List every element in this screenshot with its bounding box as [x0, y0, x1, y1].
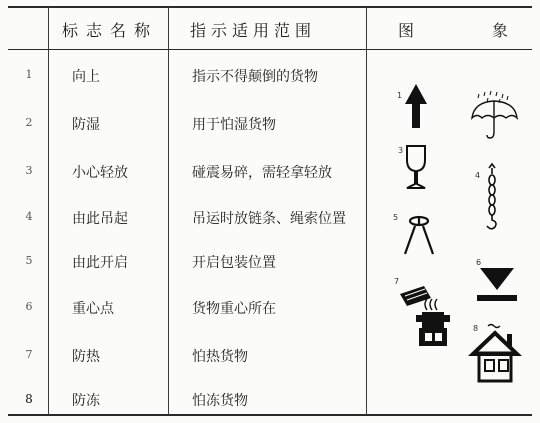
up-arrow-icon — [397, 84, 427, 128]
row-number: 7 — [25, 348, 33, 361]
row-number: 8 — [25, 392, 33, 406]
sign-scope: 用于怕湿货物 — [192, 117, 276, 133]
heat-stove-icon — [394, 277, 450, 346]
row-number: 1 — [25, 68, 33, 81]
sign-name: 由此吊起 — [72, 211, 128, 227]
cold-house-icon — [473, 324, 517, 381]
chain-hook-icon — [475, 164, 496, 229]
table-bottom-rule — [8, 414, 532, 416]
sign-name: 重心点 — [72, 301, 114, 317]
wine-glass-icon — [398, 146, 425, 188]
sign-scope: 货物重心所在 — [192, 301, 276, 317]
header-figure-left: 图 — [398, 21, 423, 40]
sign-name: 防湿 — [72, 117, 100, 133]
sign-name: 由此开启 — [72, 255, 128, 271]
figure-number: 1 — [397, 91, 403, 100]
header-figure-right: 象 — [492, 21, 517, 40]
table-row — [0, 66, 366, 86]
figure-number: 7 — [394, 277, 400, 286]
sign-scope: 怕热货物 — [192, 349, 248, 365]
sign-scope: 开启包装位置 — [192, 255, 276, 271]
table-row — [0, 208, 366, 228]
umbrella-rain-icon — [472, 91, 517, 138]
table-row — [0, 298, 366, 318]
sign-scope: 怕冻货物 — [192, 393, 248, 409]
figure-number: 5 — [393, 213, 399, 222]
figure-number: 4 — [475, 171, 481, 180]
opening-pliers-icon — [393, 213, 433, 254]
table-row — [0, 346, 366, 366]
figure-number: 3 — [398, 146, 404, 155]
sign-scope: 碰震易碎，需轻拿轻放 — [192, 165, 332, 181]
header-sign-name: 标志名称 — [62, 21, 159, 40]
sign-scope: 吊运时放链条、绳索位置 — [192, 211, 346, 227]
header-scope: 指示适用范围 — [190, 21, 317, 40]
table-row — [0, 390, 366, 410]
row-number: 2 — [25, 116, 33, 129]
row-number: 5 — [25, 254, 33, 267]
sign-scope: 指示不得颠倒的货物 — [192, 69, 318, 85]
center-of-gravity-icon — [476, 258, 517, 301]
sign-name: 向上 — [72, 69, 100, 85]
table-top-rule — [8, 6, 532, 8]
table-row — [0, 162, 366, 182]
symbol-figures — [367, 50, 537, 390]
sign-name: 防热 — [72, 349, 100, 365]
row-number: 3 — [25, 164, 33, 177]
row-number: 4 — [25, 210, 33, 223]
table-row — [0, 114, 366, 134]
sign-name: 防冻 — [72, 393, 100, 409]
figure-number: 6 — [476, 258, 482, 267]
sign-name: 小心轻放 — [72, 165, 128, 181]
row-number: 6 — [25, 300, 33, 313]
table-row — [0, 252, 366, 272]
figure-number: 8 — [473, 324, 479, 333]
